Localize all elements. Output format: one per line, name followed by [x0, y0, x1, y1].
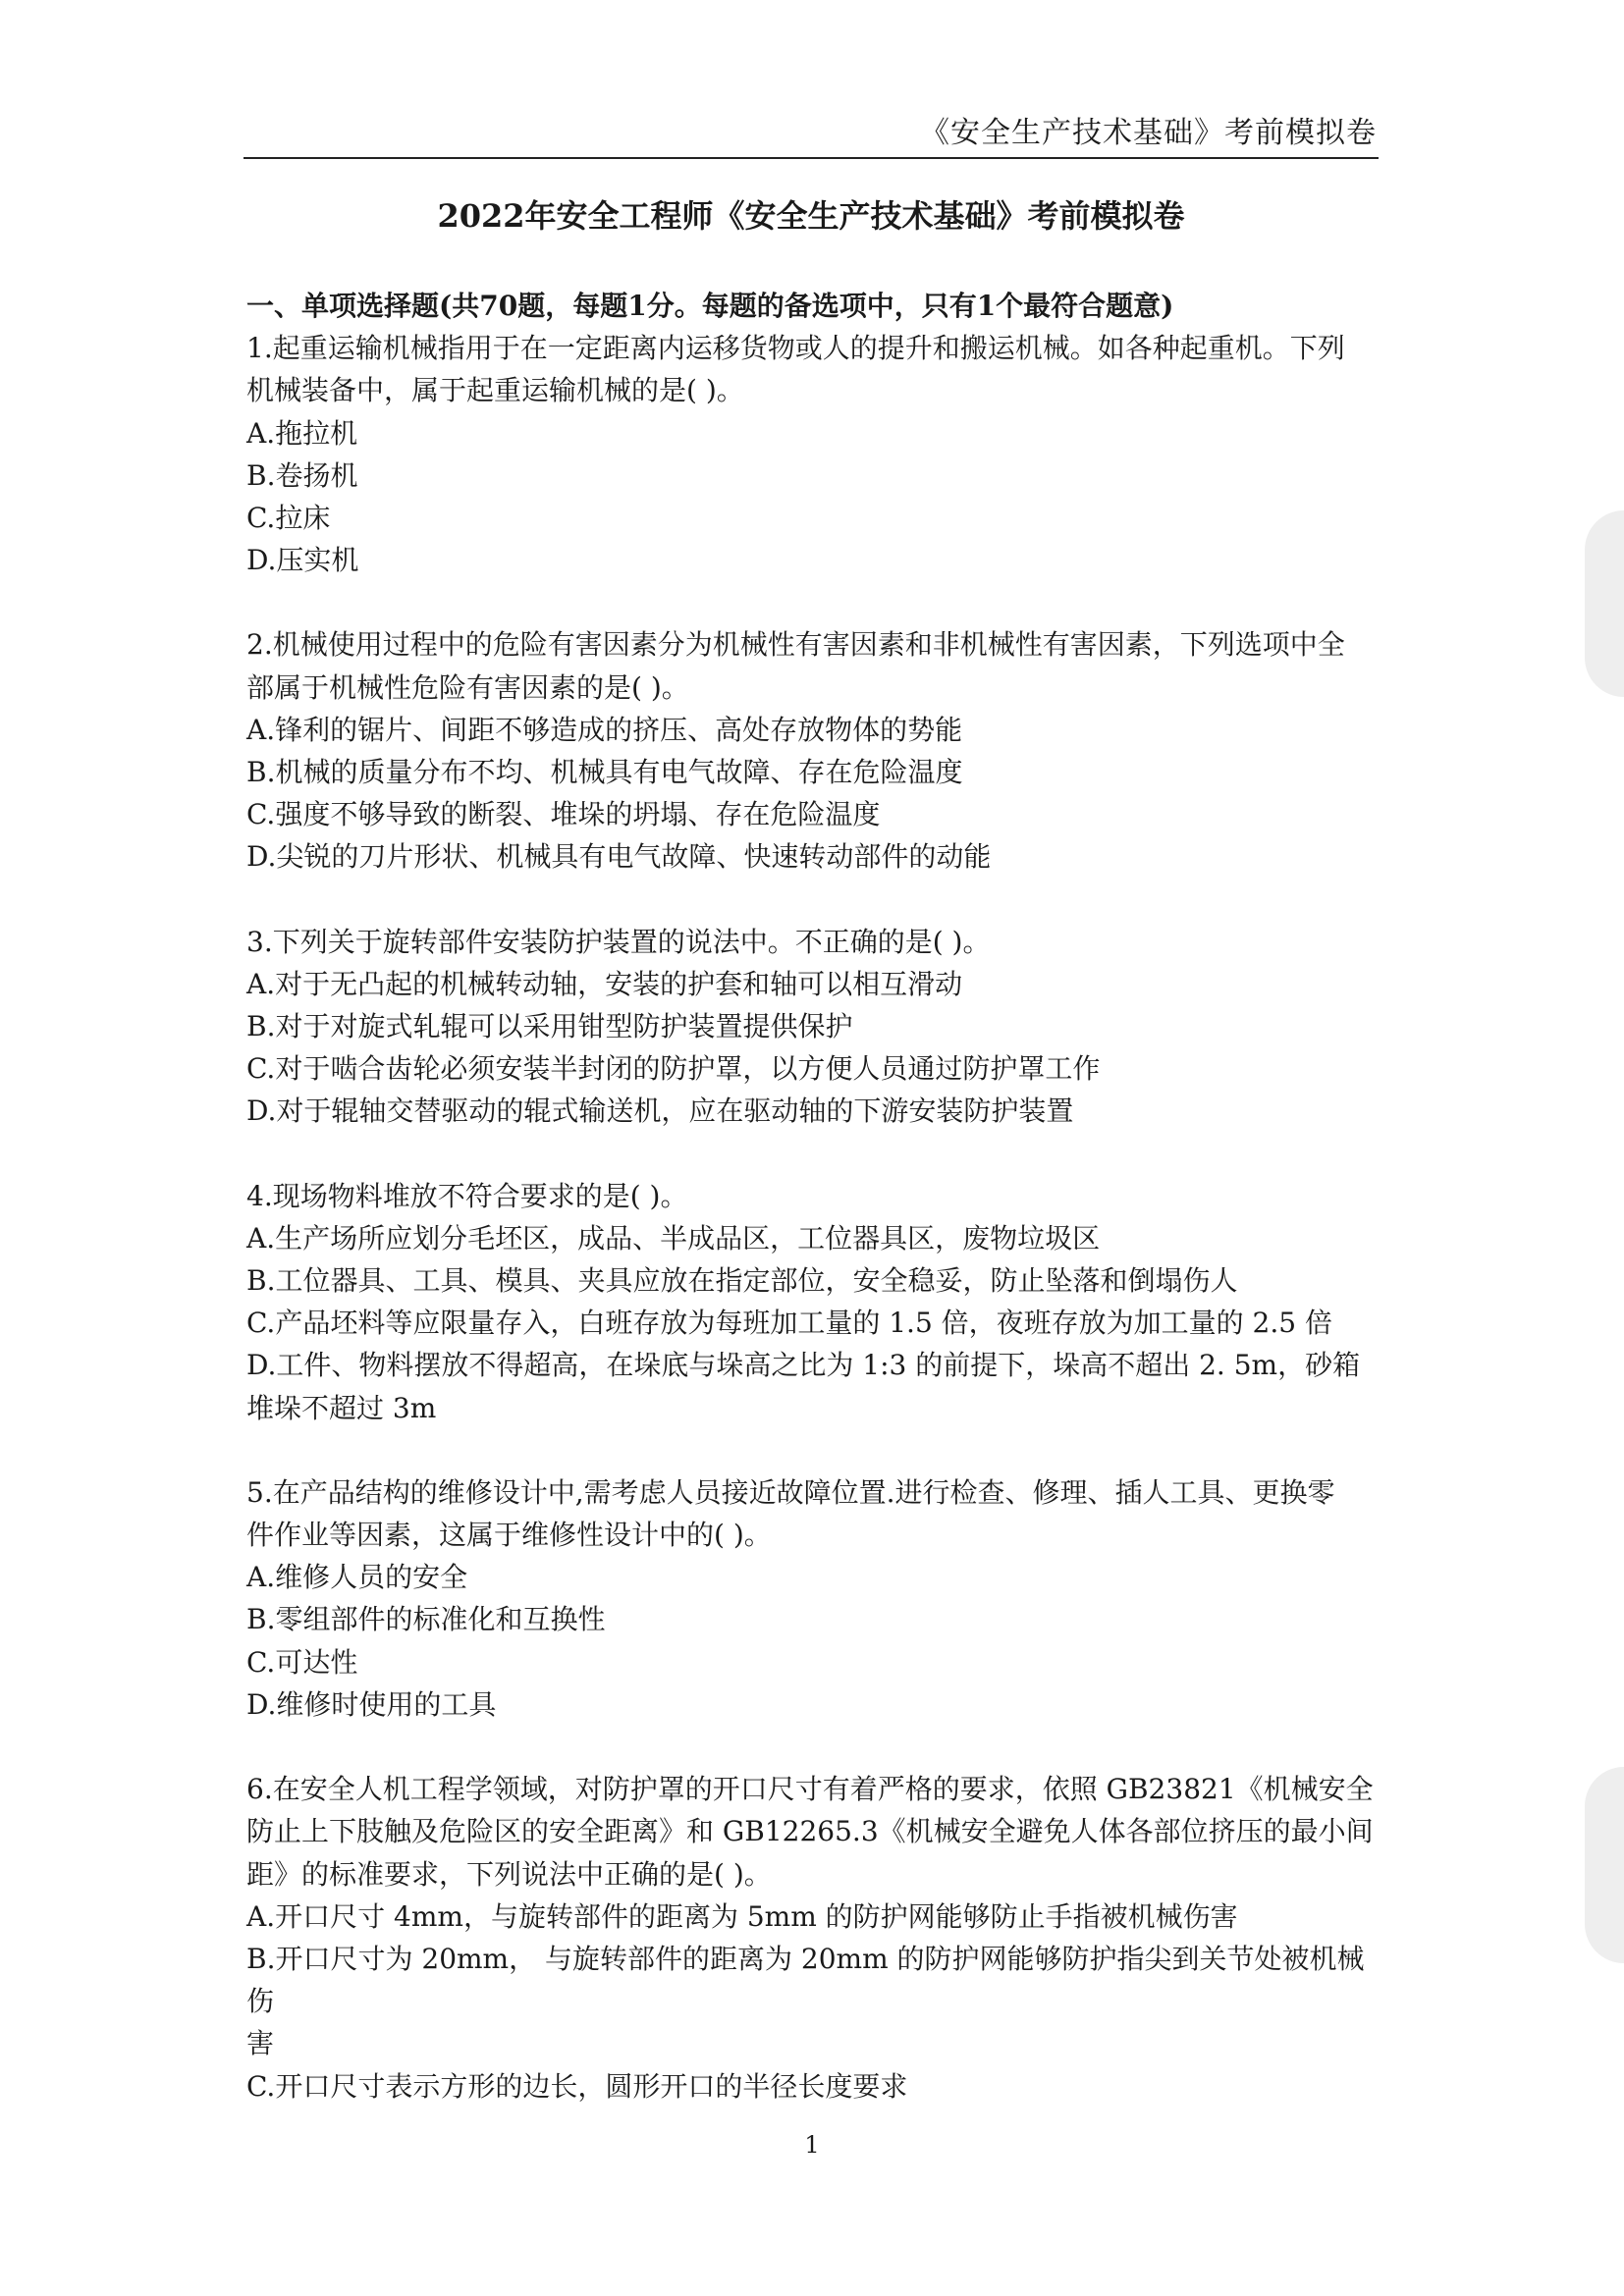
scan-edge-shadow-bottom — [1585, 1767, 1624, 1963]
scan-edge-shadow-top — [1585, 510, 1624, 697]
question-stem-line: 部属于机械性危险有害因素的是( )。 — [246, 670, 689, 704]
question-5 — [246, 1471, 1381, 1726]
answer-option: 堆垛不超过 3m — [246, 1391, 437, 1424]
document-title: 2022年安全工程师《安全生产技术基础》考前模拟卷 — [437, 197, 1185, 235]
answer-option: C.拉床 — [246, 502, 331, 535]
answer-option: B.工位器具、工具、模具、夹具应放在指定部位，安全稳妥，防止坠落和倒塌伤人 — [246, 1264, 1238, 1298]
answer-option: B.机械的质量分布不均、机械具有电气故障、存在危险温度 — [246, 756, 963, 789]
answer-option: C.可达性 — [246, 1645, 358, 1679]
answer-option: A.对于无凸起的机械转动轴，安装的护套和轴可以相互滑动 — [246, 967, 963, 1000]
question-stem-line: 件作业等因素，这属于维修性设计中的( )。 — [246, 1519, 772, 1552]
answer-option: D.尖锐的刀片形状、机械具有电气故障、快速转动部件的动能 — [246, 840, 992, 874]
question-list — [246, 327, 1381, 2108]
running-header: 《安全生产技术基础》考前模拟卷 — [920, 116, 1377, 150]
question-stem-line: 6.在安全人机工程学领域，对防护罩的开口尺寸有着严格的要求，依照 GB23821《机械安全 — [246, 1773, 1374, 1806]
question-stem-line: 机械装备中，属于起重运输机械的是( )。 — [246, 374, 744, 407]
page-number: 1 — [804, 2131, 820, 2159]
answer-option: B.卷扬机 — [246, 458, 358, 492]
answer-option: C.对于啮合齿轮必须安装半封闭的防护罩，以方便人员通过防护罩工作 — [246, 1052, 1101, 1086]
question-1 — [246, 327, 1381, 581]
answer-option: B.开口尺寸为 20mm， 与旋转部件的距离为 20mm 的防护网能够防护指尖到关节处被机械伤 — [246, 1942, 1365, 2018]
answer-option: D.维修时使用的工具 — [246, 1687, 497, 1721]
answer-option: B.对于对旋式轧辊可以采用钳型防护装置提供保护 — [246, 1010, 853, 1043]
question-stem-line: 防止上下肢触及危险区的安全距离》和 GB12265.3《机械安全避免人体各部位挤压的最小间 — [246, 1815, 1374, 1848]
answer-option: A.拖拉机 — [246, 416, 358, 450]
answer-option: A.维修人员的安全 — [246, 1561, 468, 1594]
question-stem-line: 3.下列关于旋转部件安装防护装置的说法中。不正确的是( )。 — [246, 925, 991, 958]
question-4 — [246, 1175, 1381, 1429]
question-stem-line: 1.起重运输机械指用于在一定距离内运移货物或人的提升和搬运机械。如各种起重机。下列 — [246, 332, 1345, 365]
answer-option: D.工件、物料摆放不得超高，在垛底与垛高之比为 1:3 的前提下，垛高不超出 2. 5m，砂箱 — [246, 1349, 1361, 1382]
question-stem-line: 2.机械使用过程中的危险有害因素分为机械性有害因素和非机械性有害因素，下列选项中全 — [246, 628, 1345, 662]
question-stem-line: 5.在产品结构的维修设计中,需考虑人员接近故障位置.进行检查、修理、插人工具、更换零 — [246, 1475, 1335, 1509]
answer-option: A.开口尺寸 4mm，与旋转部件的距离为 5mm 的防护网能够防止手指被机械伤害 — [246, 1899, 1238, 1933]
question-3 — [246, 921, 1381, 1133]
question-6 — [246, 1768, 1381, 2108]
section-heading: 一、单项选择题(共70题，每题1分。每题的备选项中，只有1个最符合题意) — [246, 290, 1174, 322]
answer-option: C.强度不够导致的断裂、堆垛的坍塌、存在危险温度 — [246, 798, 881, 831]
question-2 — [246, 623, 1381, 878]
exam-content — [246, 285, 1381, 2108]
answer-option: 害 — [246, 2027, 275, 2060]
answer-option: B.零组部件的标准化和互换性 — [246, 1603, 606, 1636]
answer-option: A.生产场所应划分毛坯区，成品、半成品区，工位器具区，废物垃圾区 — [246, 1221, 1101, 1255]
answer-option: C.开口尺寸表示方形的边长，圆形开口的半径长度要求 — [246, 2069, 908, 2103]
answer-option: A.锋利的锯片、间距不够造成的挤压、高处存放物体的势能 — [246, 713, 963, 746]
question-stem-line: 距》的标准要求，下列说法中正确的是( )。 — [246, 1857, 772, 1891]
header-divider — [244, 157, 1379, 159]
question-stem-line: 4.现场物料堆放不符合要求的是( )。 — [246, 1179, 688, 1212]
answer-option: C.产品坯料等应限量存入，白班存放为每班加工量的 1.5 倍，夜班存放为加工量的 2.5 倍 — [246, 1307, 1332, 1340]
answer-option: D.压实机 — [246, 544, 359, 577]
answer-option: D.对于辊轴交替驱动的辊式输送机，应在驱动轴的下游安装防护装置 — [246, 1095, 1074, 1128]
